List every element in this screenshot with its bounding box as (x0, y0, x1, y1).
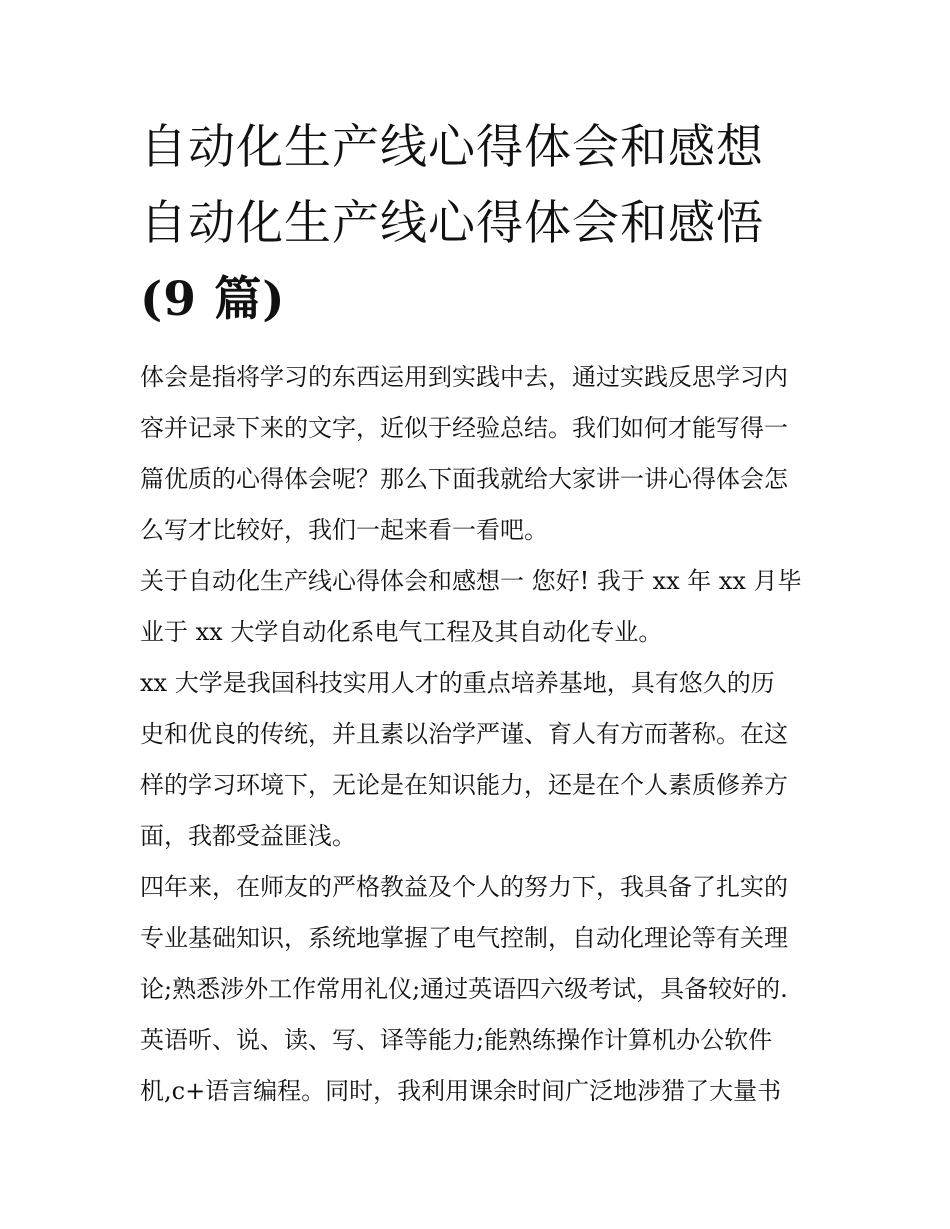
paragraph-line: 篇优质的心得体会呢？那么下面我就给大家讲一讲心得体会怎 (140, 465, 788, 493)
paragraph-line: 论;熟悉涉外工作常用礼仪;通过英语四六级考试，具备较好的. (140, 975, 788, 1003)
paragraph-intro (140, 352, 820, 556)
paragraph-line: 专业基础知识，系统地掌握了电气控制，自动化理论等有关理 (140, 924, 788, 952)
paragraph-line: xx 大学是我国科技实用人才的重点培养基地，具有悠久的历 (140, 669, 775, 697)
document-body (140, 352, 820, 1117)
paragraph-line: 业于 xx 大学自动化系电气工程及其自动化专业。 (140, 618, 663, 646)
document-title (140, 110, 820, 338)
document-page (140, 110, 820, 1117)
paragraph-line: 关于自动化生产线心得体会和感想一 您好! 我于 xx 年 xx 月毕 (140, 567, 802, 595)
paragraph-line: 英语听、说、读、写、译等能力;能熟练操作计算机办公软件 (140, 1026, 773, 1054)
paragraph-line: 样的学习环境下，无论是在知识能力，还是在个人素质修养方 (140, 771, 788, 799)
paragraph-line: 四年来，在师友的严格教益及个人的努力下，我具备了扎实的 (140, 873, 788, 901)
paragraph-line: 史和优良的传统，并且素以治学严谨、育人有方而著称。在这 (140, 720, 788, 748)
title-line-2: 自动化生产线心得体会和感悟 (140, 196, 764, 251)
title-line-1: 自动化生产线心得体会和感想 (140, 120, 764, 175)
paragraph-line: 体会是指将学习的东西运用到实践中去，通过实践反思学习内 (140, 363, 788, 391)
title-line-3: (9 篇) (140, 272, 286, 327)
paragraph-line: 机,c+语言编程。同时，我利用课余时间广泛地涉猎了大量书 (140, 1077, 782, 1105)
paragraph-university (140, 658, 820, 862)
paragraph-skills (140, 862, 820, 1117)
paragraph-greeting (140, 556, 820, 658)
paragraph-line: 么写才比较好，我们一起来看一看吧。 (140, 516, 548, 544)
paragraph-line: 面，我都受益匪浅。 (140, 822, 356, 850)
paragraph-line: 容并记录下来的文字，近似于经验总结。我们如何才能写得一 (140, 414, 788, 442)
